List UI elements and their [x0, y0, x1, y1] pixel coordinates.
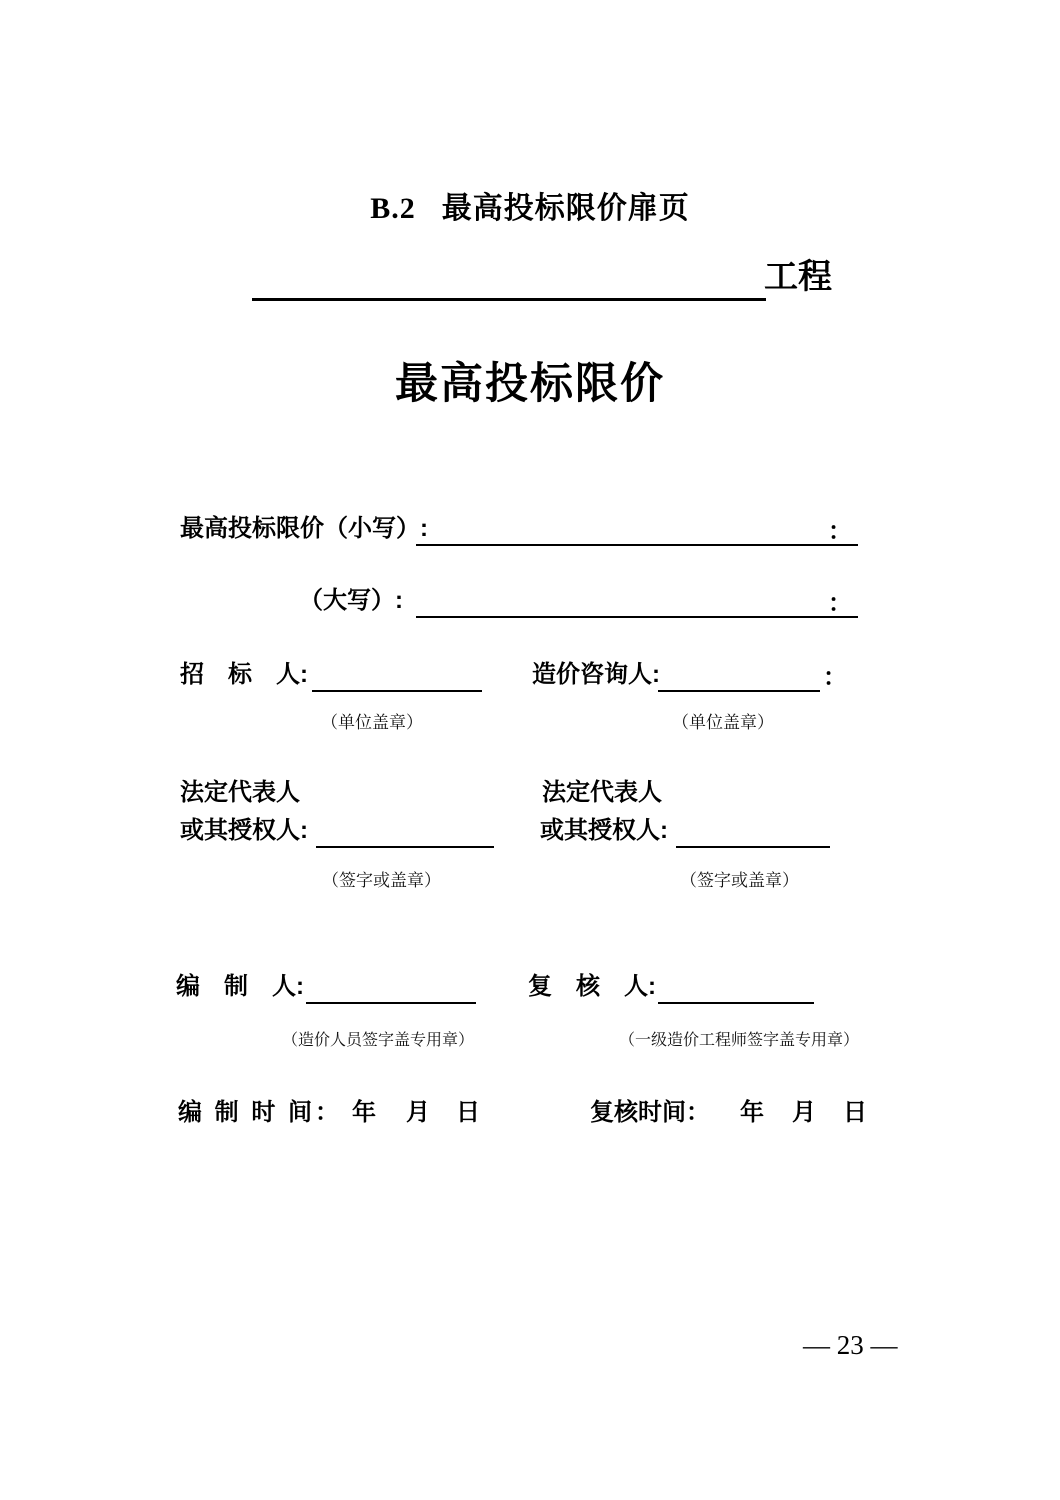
reviewer-field[interactable] [658, 972, 814, 1004]
page-number: — 23 — [803, 1330, 898, 1360]
consultant-label: 造价咨询人: [532, 661, 660, 688]
compiler-label: 编 制 人: [176, 973, 304, 1000]
project-name-field[interactable] [252, 258, 766, 301]
consultant-sign-seal-hint: （签字或盖章） [680, 871, 799, 890]
compile-year-label: 年 [352, 1099, 376, 1126]
price-figures-field[interactable] [416, 514, 858, 546]
review-year-label: 年 [740, 1099, 764, 1126]
price-capital-tail-colon: ： [828, 590, 852, 617]
review-day-label: 日 [843, 1099, 867, 1126]
tenderee-label: 招 标 人: [180, 661, 308, 688]
price-figures-tail-colon: ： [828, 518, 852, 545]
section-title: 最高投标限价扉页 [441, 192, 690, 225]
tenderee-field[interactable] [312, 660, 482, 692]
price-capital-field[interactable] [416, 586, 858, 618]
tenderee-authorized-field[interactable] [316, 816, 494, 848]
consultant-tail-colon: ： [823, 664, 847, 691]
review-month-label: 月 [792, 1099, 816, 1126]
review-time-label: 复核时间： [590, 1099, 710, 1126]
page-title: 最高投标限价 [395, 361, 665, 408]
price-figures-label: 最高投标限价（小写）: [180, 515, 428, 542]
consultant-authorized-field[interactable] [676, 816, 830, 848]
tenderee-sign-seal-hint: （签字或盖章） [322, 871, 441, 890]
compile-time-label: 编 制 时 间： [178, 1099, 343, 1126]
tenderee-legal-rep-label: 法定代表人 [180, 779, 300, 806]
consultant-authorized-label: 或其授权人: [540, 817, 668, 844]
section-number: B.2 [370, 192, 416, 225]
compiler-seal-hint: （造价人员签字盖专用章） [282, 1032, 475, 1049]
tenderee-authorized-label: 或其授权人: [180, 817, 308, 844]
consultant-unit-seal-hint: （单位盖章） [672, 713, 774, 732]
reviewer-seal-hint: （一级造价工程师签字盖专用章） [619, 1032, 860, 1049]
compile-month-label: 月 [406, 1099, 430, 1126]
tenderee-unit-seal-hint: （单位盖章） [321, 713, 423, 732]
price-capital-label: （大写）: [299, 587, 403, 614]
consultant-field[interactable] [658, 660, 820, 692]
compile-day-label: 日 [456, 1099, 480, 1126]
section-heading [0, 183, 1060, 227]
reviewer-label: 复 核 人: [528, 973, 656, 1000]
consultant-legal-rep-label: 法定代表人 [542, 779, 662, 806]
project-suffix-label: 工程 [764, 259, 832, 296]
compiler-field[interactable] [306, 972, 476, 1004]
